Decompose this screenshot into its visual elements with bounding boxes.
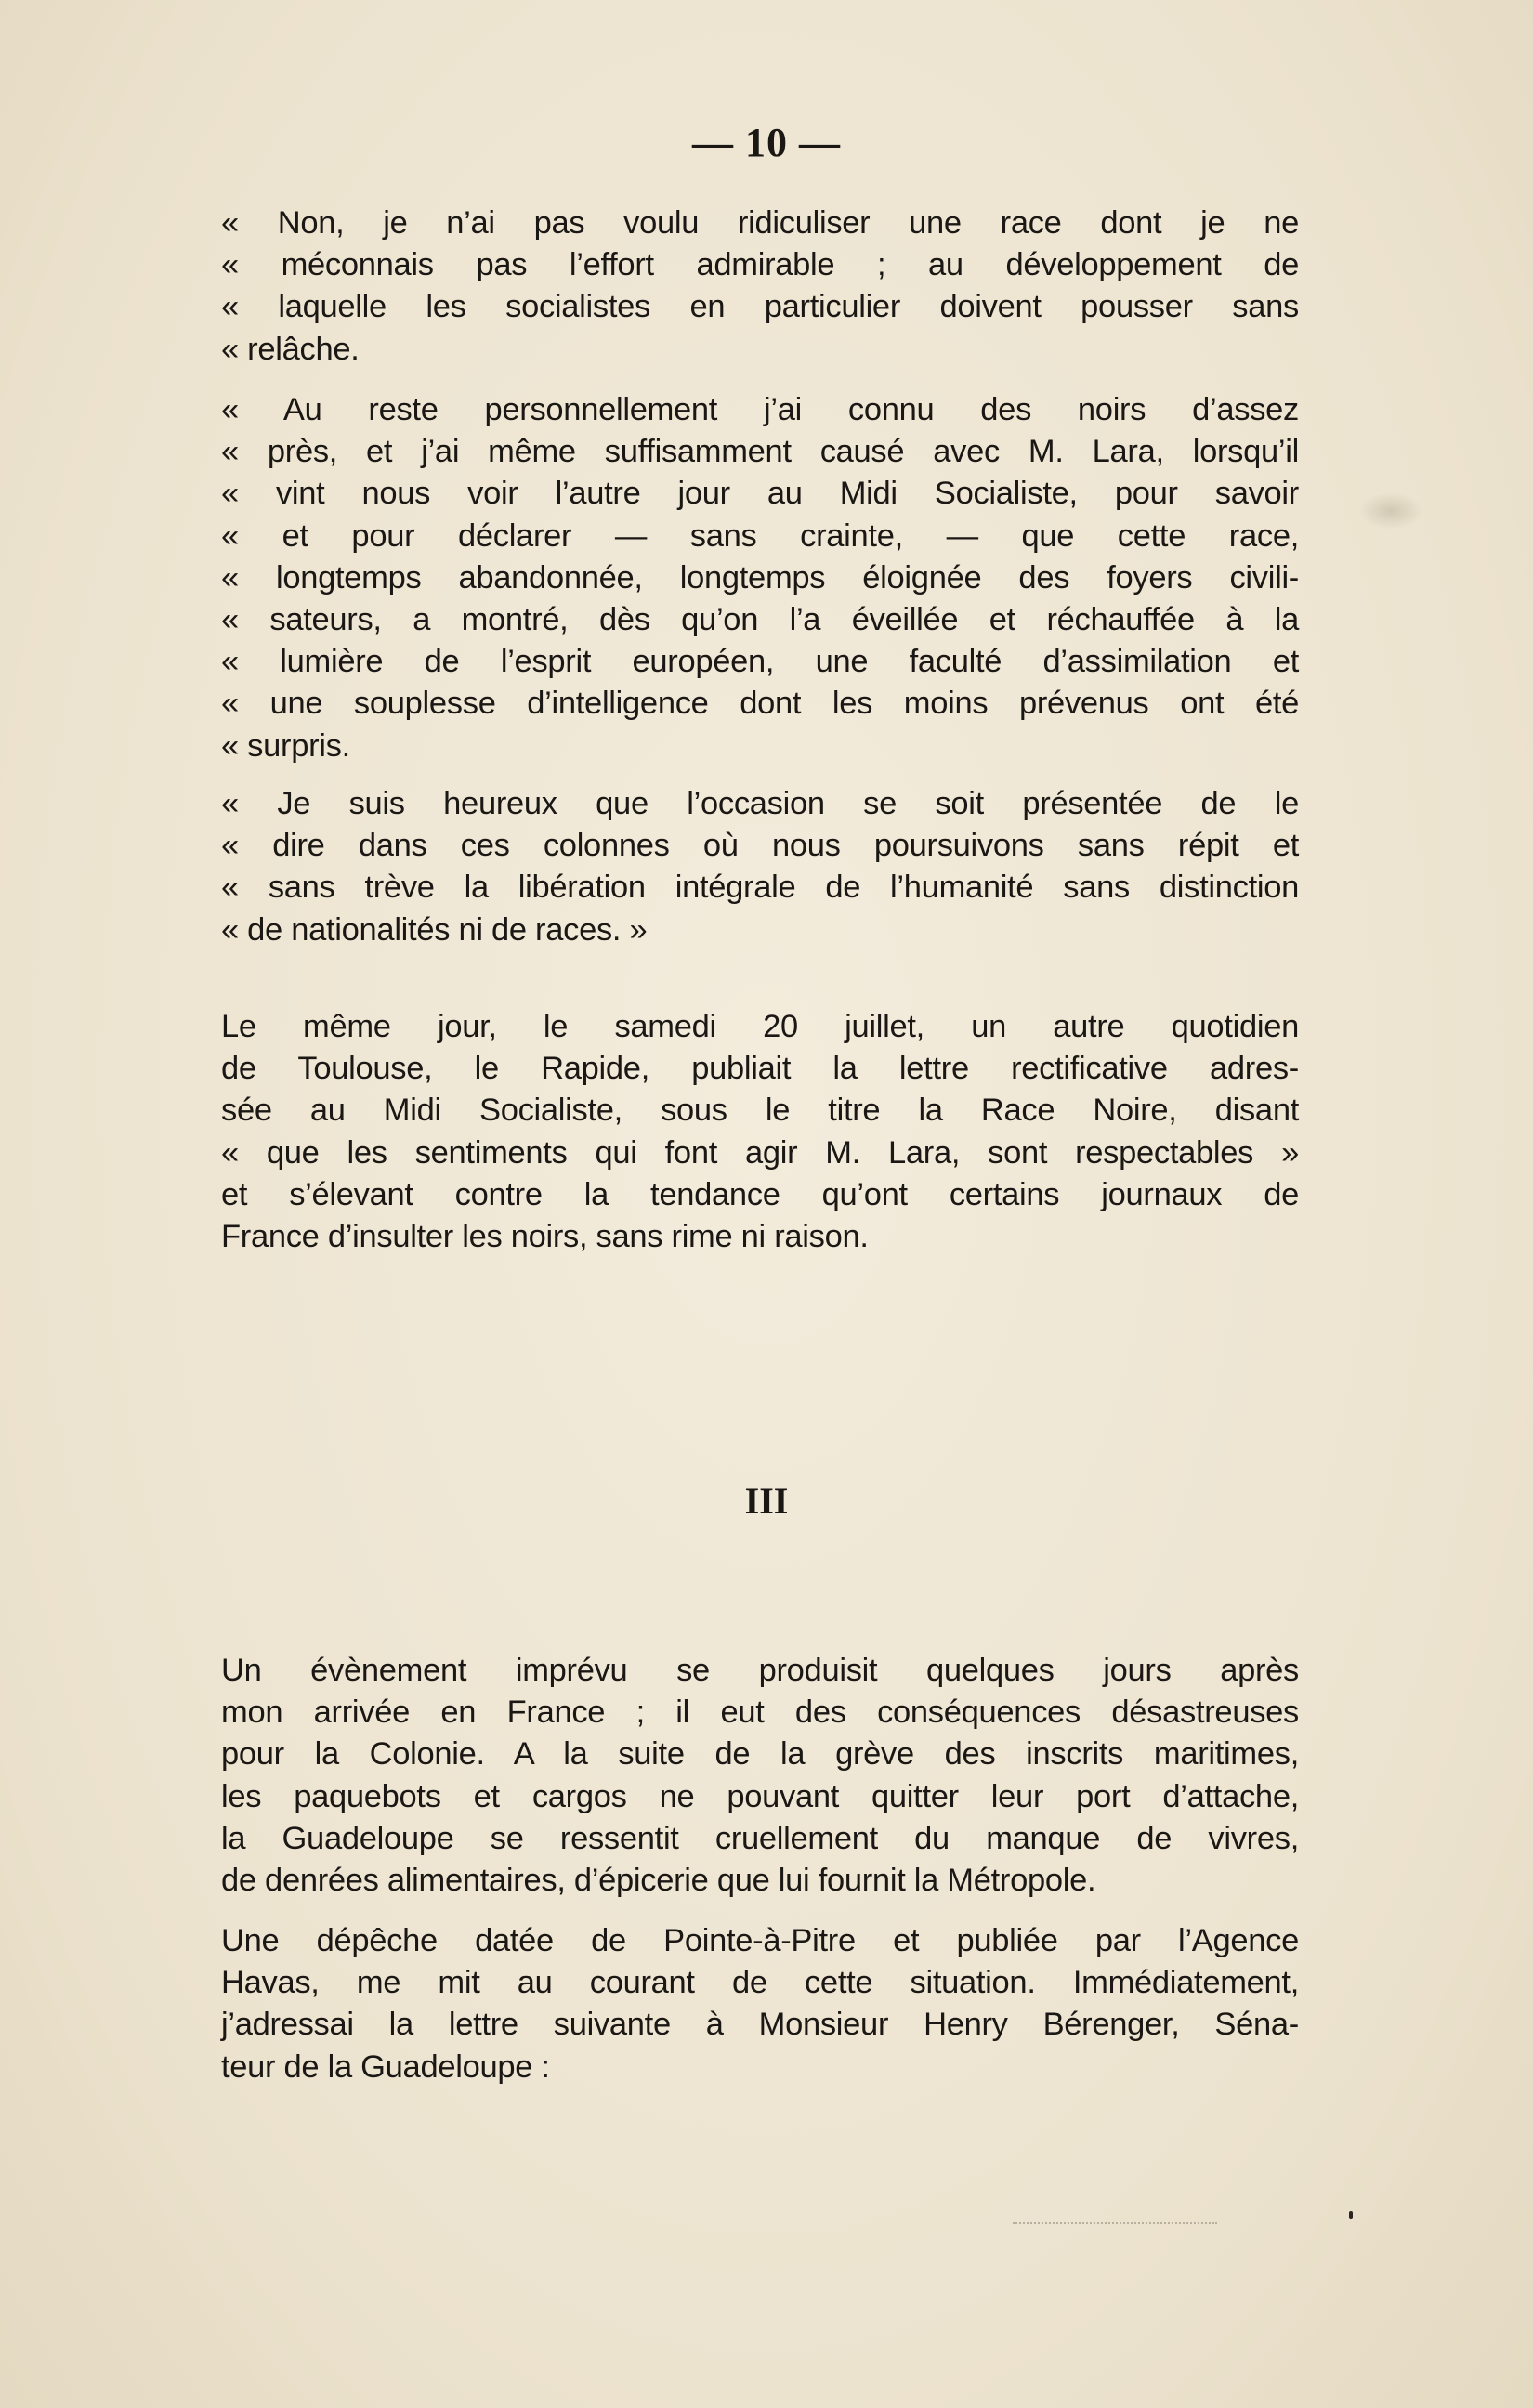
text-line: « sateurs, a montré, dès qu’on l’a éveillée et réchauffée à la [221,602,1299,638]
text-line: « dire dans ces colonnes où nous poursuivons sans répit et [221,828,1299,864]
text-line: pour la Colonie. A la suite de la grève des inscrits maritimes, [221,1736,1299,1773]
text-line: « méconnais pas l’effort admirable ; au développement de [221,247,1299,283]
scan-smudge [1358,492,1423,530]
text-line: Le même jour, le samedi 20 juillet, un autre quotidien [221,1009,1299,1044]
text-line: les paquebots et cargos ne pouvant quitter leur port d’attache, [221,1778,1299,1814]
text-line: « une souplesse d’intelligence dont les moins prévenus ont été [221,686,1299,722]
text-line: « près, et j’ai même suffisamment causé avec M. Lara, lorsqu’il [221,434,1299,470]
section-paragraph-1 [221,1650,1299,1902]
text-line: j’adressai la lettre suivante à Monsieur Henry Bérenger, Séna- [221,2007,1299,2043]
text-line: « longtemps abandonnée, longtemps éloignée des foyers civili- [221,559,1299,595]
text-line: « sans trève la libération intégrale de l’humanité sans distinction [221,870,1299,906]
text-line: « et pour déclarer — sans crainte, — que cette race, [221,517,1299,554]
quote-paragraph-3 [221,783,1299,951]
text-line: France d’insulter les noirs, sans rime ni raison. [221,1219,869,1255]
section-paragraph-2 [221,1920,1299,2088]
text-line: « que les sentiments qui font agir M. Lara, sont respectables » [221,1134,1299,1171]
text-line: Havas, me mit au courant de cette situation. Immédiatement, [221,1965,1299,2001]
text-line: la Guadeloupe se ressentit cruellement du manque de vivres, [221,1820,1299,1856]
text-line: « Au reste personnellement j’ai connu des noirs d’assez [221,392,1299,427]
text-line: de denrées alimentaires, d’épicerie que lui fournit la Métropole. [221,1863,1096,1899]
text-line: « vint nous voir l’autre jour au Midi Socialiste, pour savoir [221,476,1299,512]
text-line: « lumière de l’esprit européen, une faculté d’assimilation et [221,644,1299,680]
scan-dotted-mark [1013,2222,1217,2226]
text-line: mon arrivée en France ; il eut des conséquences désastreuses [221,1695,1299,1731]
section-title: III [744,1480,789,1522]
text-line: sée au Midi Socialiste, sous le titre la Race Noire, disant [221,1093,1299,1129]
text-line: et s’élevant contre la tendance qu’ont certains journaux de [221,1176,1299,1212]
text-line: Un évènement imprévu se produisit quelques jours après [221,1653,1299,1688]
text-line: « relâche. [221,331,360,367]
text-line: « surpris. [221,727,350,764]
text-line: « Je suis heureux que l’occasion se soit présentée de le [221,786,1299,821]
text-line: « Non, je n’ai pas voulu ridiculiser une race dont je ne [221,205,1299,241]
narrative-paragraph [221,1006,1299,1258]
text-line: Une dépêche datée de Pointe-à-Pitre et publiée par l’Agence [221,1923,1299,1958]
text-line: de Toulouse, le Rapide, publiait la lettre rectificative adres- [221,1051,1299,1087]
text-line: « laquelle les socialistes en particulier doivent pousser sans [221,289,1299,325]
page-number: — 10 — [692,120,841,165]
ink-speck [1349,2211,1353,2219]
text-line: teur de la Guadeloupe : [221,2048,550,2085]
quote-paragraph-2 [221,389,1299,767]
text-line: « de nationalités ni de races. » [221,911,648,948]
quote-paragraph-1 [221,203,1299,371]
